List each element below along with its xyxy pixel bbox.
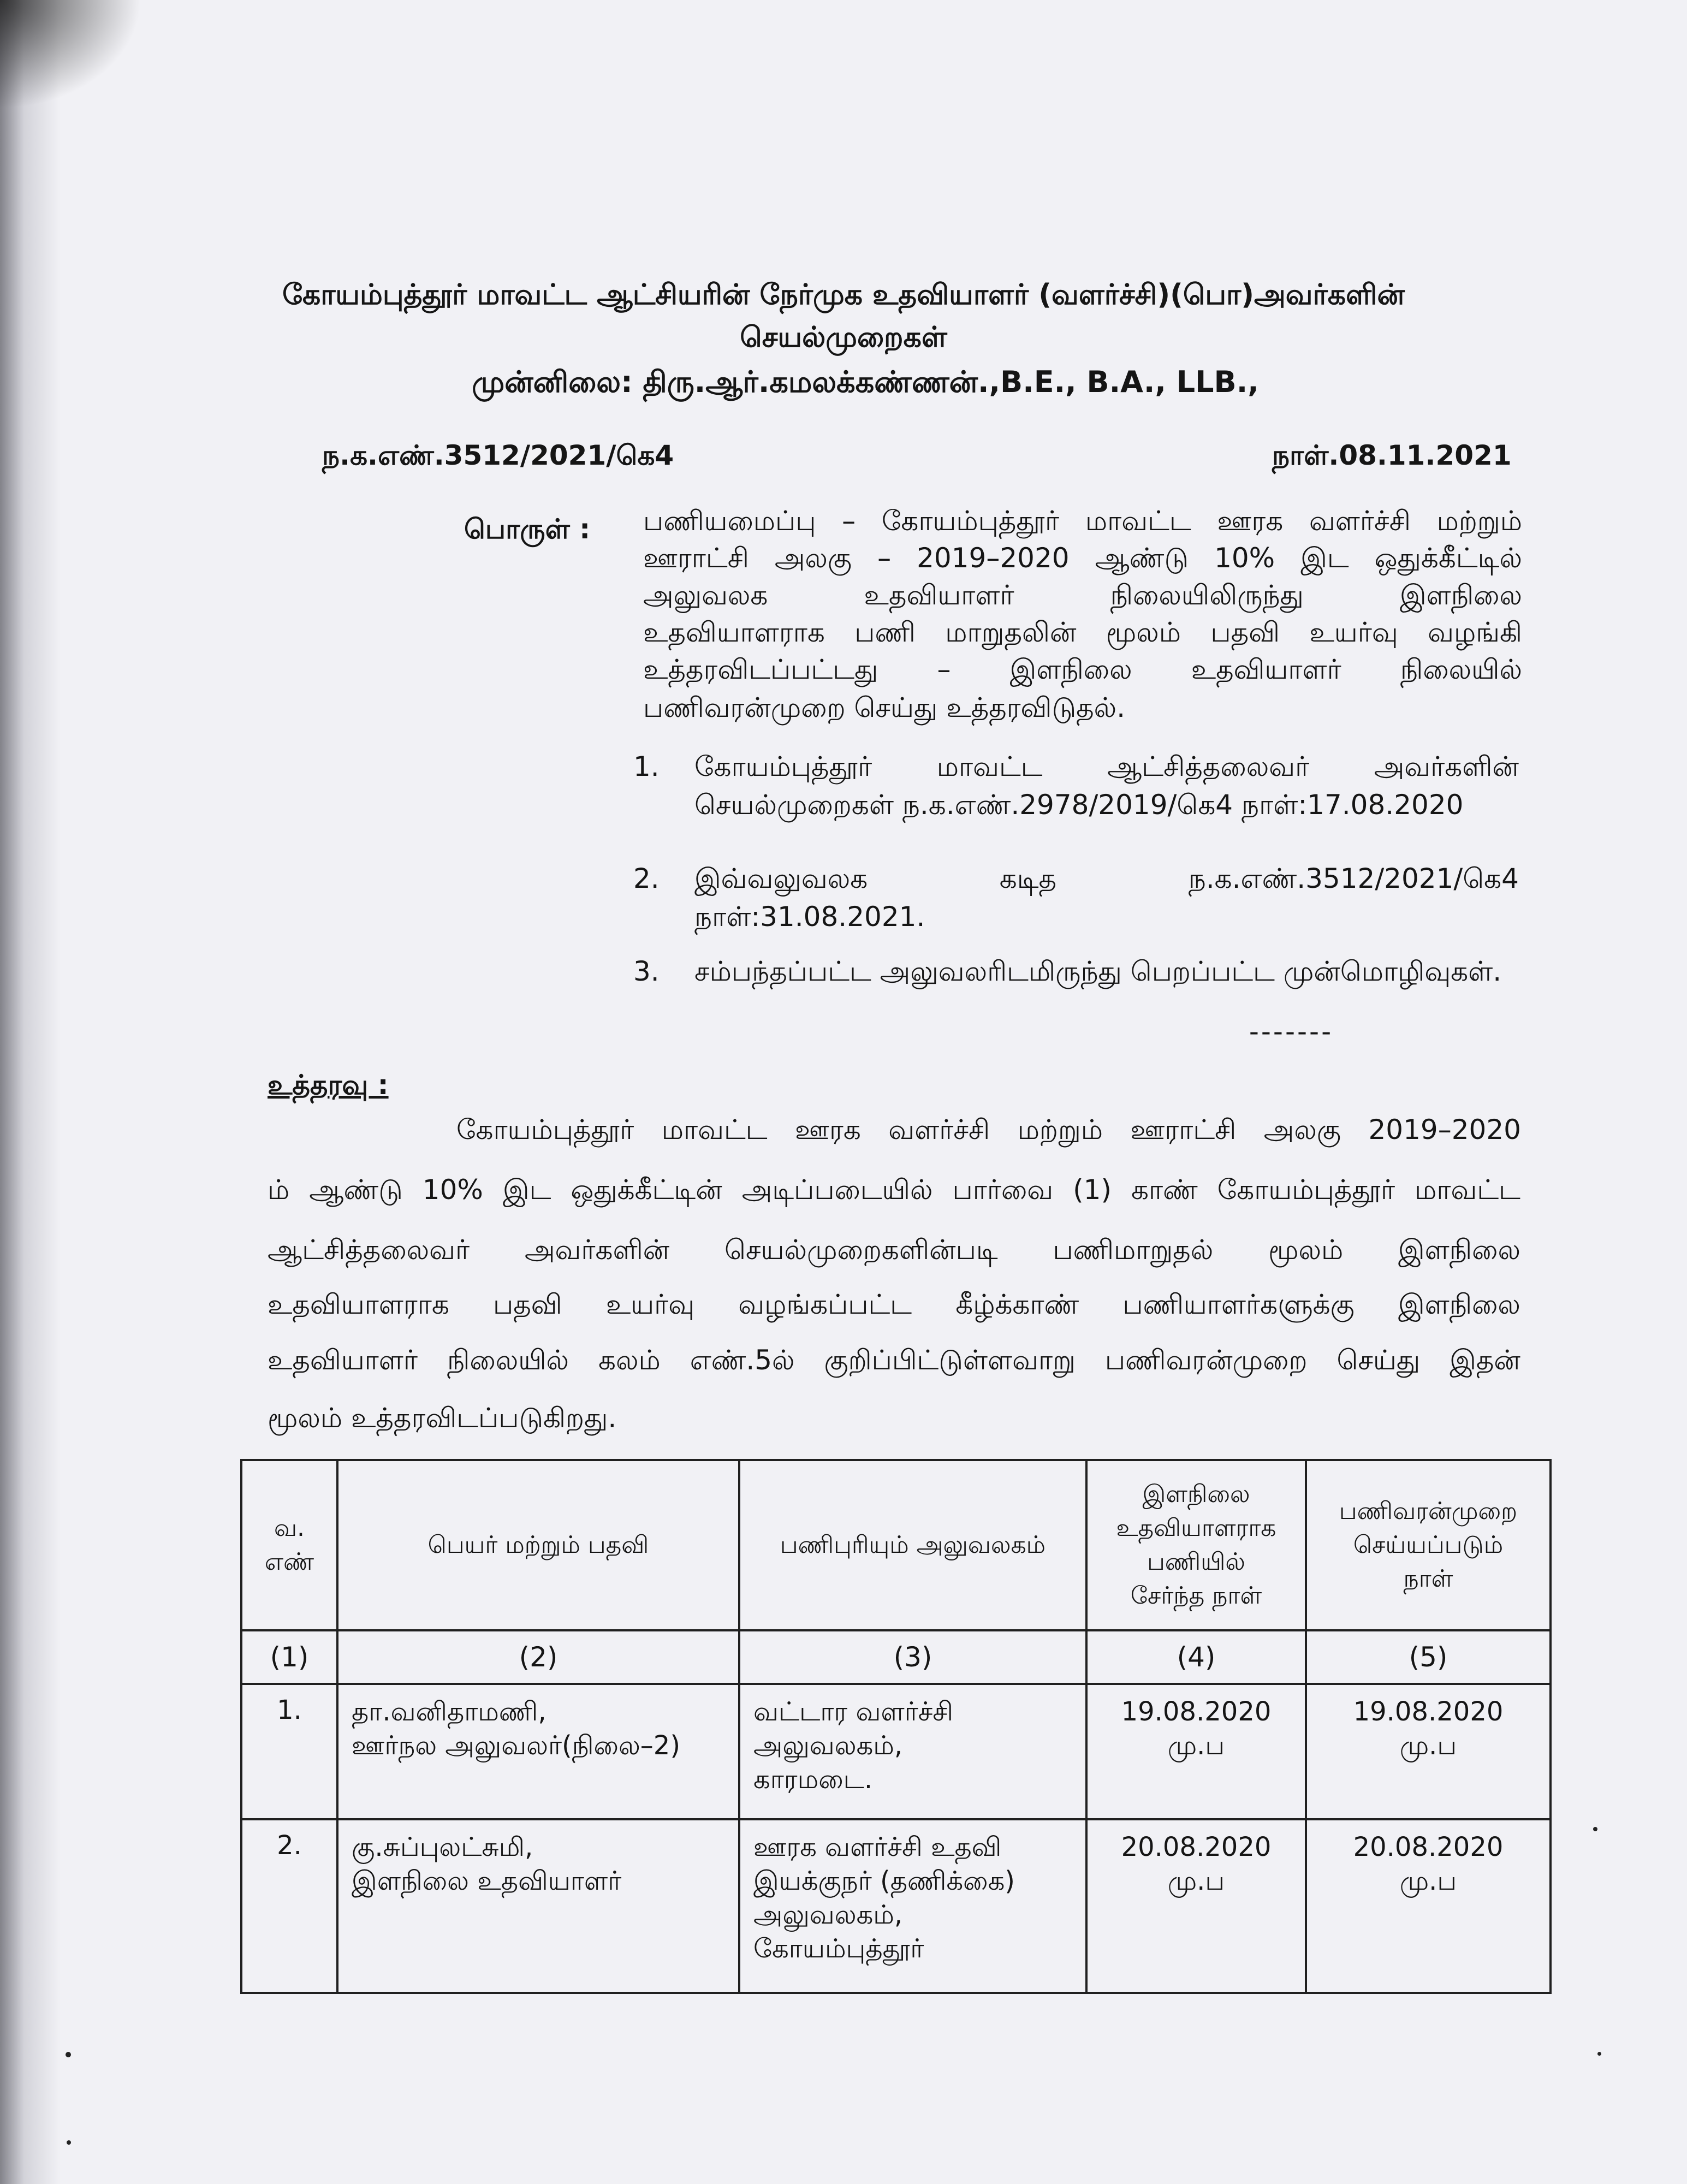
word: பார்வை bbox=[952, 1174, 1054, 1206]
header-title: கோயம்புத்தூர் மாவட்ட ஆட்சியரின் நேர்முக உதவியாளர் (வளர்ச்சி)(பொ)அவர்களின் bbox=[282, 278, 1405, 311]
word: அலகு bbox=[774, 542, 852, 574]
header-sno: வ. எண் bbox=[241, 1460, 337, 1630]
word: மூலம் உத்தரவிடப்படுகிறது. bbox=[268, 1402, 617, 1434]
reference-line: நாள்:31.08.2021. bbox=[694, 901, 925, 933]
word: செய்து bbox=[1336, 1344, 1421, 1376]
word: இளநிலை bbox=[1398, 1289, 1520, 1320]
word: – bbox=[842, 505, 856, 537]
word: நிலையிலிருந்து bbox=[1110, 579, 1304, 611]
row-regular-date: 19.08.2020 மு.ப bbox=[1306, 1684, 1551, 1819]
word: ஊரக bbox=[795, 1114, 861, 1146]
word: கடித bbox=[999, 863, 1057, 894]
word: கலம் bbox=[598, 1344, 661, 1376]
word: காண் bbox=[1131, 1174, 1198, 1206]
column-index: (1) bbox=[241, 1630, 337, 1684]
word: அவர்களின் bbox=[524, 1234, 670, 1266]
text-line bbox=[456, 1114, 1521, 1149]
word: பணிவரன்முறை செய்து உத்தரவிடுதல். bbox=[643, 692, 1126, 723]
word: மற்றும் bbox=[1436, 505, 1522, 537]
header-regularisation-date: பணிவரன்முறை செய்யப்படும் நாள் bbox=[1306, 1460, 1551, 1630]
table-row bbox=[241, 1684, 1551, 1819]
text-line bbox=[268, 1289, 1520, 1324]
word: ஆண்டு bbox=[1095, 542, 1189, 574]
word: சம்பந்தப்பட்ட அலுவலரிடமிருந்து பெறப்பட்ட முன்மொழிவுகள். bbox=[694, 956, 1502, 987]
word: – bbox=[937, 654, 951, 685]
table-row bbox=[241, 1819, 1551, 1993]
word: இளநிலை bbox=[1400, 579, 1522, 611]
file-number: ந.க.எண்.3512/2021/கெ4 bbox=[322, 440, 674, 471]
row-office: வட்டார வளர்ச்சி அலுவலகம், காரமடை. bbox=[739, 1684, 1086, 1819]
text-line bbox=[643, 539, 1522, 577]
word: கீழ்க்காண் bbox=[955, 1289, 1079, 1320]
word: வழங்கப்பட்ட bbox=[738, 1289, 912, 1320]
word: 10% bbox=[1214, 542, 1275, 574]
row-office: ஊரக வளர்ச்சி உதவி இயக்குநர் (தணிக்கை) அலுவலகம், கோயம்புத்தூர் bbox=[739, 1819, 1086, 1993]
word: இளநிலை bbox=[1009, 654, 1132, 685]
word: அடிப்படையில் bbox=[741, 1174, 933, 1206]
row-name: தா.வனிதாமணி, ஊர்நல அலுவலர்(நிலை–2) bbox=[337, 1684, 739, 1819]
word: ஒதுக்கீட்டின் bbox=[571, 1174, 722, 1206]
word: உதவியாளராக bbox=[643, 616, 825, 648]
word: இதன் bbox=[1450, 1344, 1520, 1376]
text-line bbox=[694, 751, 1519, 786]
word: அலுவலக bbox=[643, 579, 768, 611]
word: பணியமைப்பு bbox=[643, 505, 816, 537]
word: கோயம்புத்தூர் bbox=[456, 1114, 634, 1146]
word: 10% bbox=[422, 1174, 483, 1206]
word: ஒதுக்கீட்டில் bbox=[1374, 542, 1522, 574]
word: உத்தரவிடப்பட்டது bbox=[643, 654, 878, 685]
word: ம் bbox=[268, 1174, 290, 1206]
row-join-date: 19.08.2020 மு.ப bbox=[1086, 1684, 1306, 1819]
scan-speck bbox=[1593, 1827, 1597, 1831]
column-index-row bbox=[241, 1630, 1551, 1684]
word: பணிவரன்முறை bbox=[1104, 1344, 1308, 1376]
text-line bbox=[643, 577, 1522, 614]
text-line bbox=[694, 956, 1519, 991]
word: 2019–2020 bbox=[917, 542, 1070, 574]
text-line bbox=[643, 502, 1522, 539]
word: – bbox=[877, 542, 892, 574]
header-name: பெயர் மற்றும் பதவி bbox=[337, 1460, 739, 1630]
order-date: நாள்.08.11.2021 bbox=[1272, 440, 1512, 471]
row-sno: 2. bbox=[241, 1819, 337, 1993]
word: குறிப்பிட்டுள்ளவாறு bbox=[824, 1344, 1076, 1376]
word: மூலம் bbox=[1106, 616, 1181, 648]
word: ஊராட்சி bbox=[643, 542, 749, 574]
word: கோயம்புத்தூர் bbox=[694, 751, 872, 782]
text-line bbox=[694, 863, 1519, 898]
row-name: கு.சுப்புலட்சுமி, இளநிலை உதவியாளர் bbox=[337, 1819, 739, 1993]
text-line bbox=[268, 1402, 1520, 1438]
scan-speck bbox=[1597, 2052, 1601, 2056]
word: 2019–2020 bbox=[1368, 1114, 1521, 1146]
word: எண்.5ல் bbox=[690, 1344, 795, 1376]
header-office: பணிபுரியும் அலுவலகம் bbox=[739, 1460, 1086, 1630]
word: இட bbox=[502, 1174, 551, 1206]
word: உதவியாளர் bbox=[1191, 654, 1341, 685]
word: இளநிலை bbox=[1398, 1234, 1520, 1266]
row-sno: 1. bbox=[241, 1684, 337, 1819]
text-line bbox=[268, 1344, 1520, 1380]
text-line bbox=[643, 651, 1522, 688]
word: கோயம்புத்தூர் bbox=[881, 505, 1060, 537]
word: பணியாளர்களுக்கு bbox=[1122, 1289, 1355, 1320]
word: ஆட்சித்தலைவர் bbox=[1107, 751, 1310, 782]
word: உதவியாளராக bbox=[268, 1289, 449, 1320]
word: மூலம் bbox=[1268, 1234, 1344, 1266]
scan-speck bbox=[66, 2052, 71, 2057]
word: ந.க.எண்.3512/2021/கெ4 bbox=[1188, 863, 1519, 894]
text-line bbox=[643, 614, 1522, 651]
word: மாவட்ட bbox=[936, 751, 1043, 782]
word: உதவியாளர் bbox=[864, 579, 1014, 611]
header-subtitle: செயல்முறைகள் bbox=[740, 321, 947, 354]
word: மாவட்ட bbox=[1085, 505, 1191, 537]
word: மாவட்ட bbox=[1415, 1174, 1520, 1206]
order-heading: உத்தரவு : bbox=[268, 1069, 389, 1101]
presence-line: முன்னிலை: திரு.ஆர்.கமலக்கண்ணன்.,B.E., B.A., LLB., bbox=[472, 365, 1259, 399]
word: உயர்வு bbox=[1309, 616, 1398, 648]
reference-number: 1. bbox=[633, 751, 660, 782]
row-regular-date: 20.08.2020 மு.ப bbox=[1306, 1819, 1551, 1993]
word: நிலையில் bbox=[447, 1344, 569, 1376]
word: பணி bbox=[854, 616, 916, 648]
column-index: (3) bbox=[739, 1630, 1086, 1684]
separator: ------- bbox=[1249, 1016, 1334, 1047]
word: அலகு bbox=[1263, 1114, 1341, 1146]
column-index: (4) bbox=[1086, 1630, 1306, 1684]
word: ஆட்சித்தலைவர் bbox=[268, 1234, 470, 1266]
word: பதவி bbox=[493, 1289, 562, 1320]
header-join-date: இளநிலை உதவியாளராக பணியில் சேர்ந்த நாள் bbox=[1086, 1460, 1306, 1630]
column-index: (2) bbox=[337, 1630, 739, 1684]
text-line bbox=[268, 1234, 1520, 1269]
scan-corner-shadow bbox=[0, 0, 142, 109]
column-index: (5) bbox=[1306, 1630, 1551, 1684]
reference-number: 3. bbox=[633, 956, 660, 987]
word: ஊராட்சி bbox=[1130, 1114, 1237, 1146]
word: இட bbox=[1300, 542, 1349, 574]
row-join-date: 20.08.2020 மு.ப bbox=[1086, 1819, 1306, 1993]
word: ஊரக bbox=[1217, 505, 1284, 537]
staff-table bbox=[240, 1459, 1552, 1994]
word: வளர்ச்சி bbox=[1309, 505, 1411, 537]
subject-label: பொருள் : bbox=[464, 513, 591, 545]
text-line bbox=[268, 1174, 1520, 1209]
word: செயல்முறைகளின்படி bbox=[724, 1234, 998, 1266]
word: மாவட்ட bbox=[661, 1114, 768, 1146]
word: பணிமாறுதல் bbox=[1053, 1234, 1214, 1266]
word: ஆண்டு bbox=[309, 1174, 403, 1206]
word: பதவி bbox=[1210, 616, 1280, 648]
word: வழங்கி bbox=[1428, 616, 1522, 648]
word: இவ்வலுவலக bbox=[694, 863, 868, 894]
word: நிலையில் bbox=[1400, 654, 1522, 685]
scan-speck bbox=[67, 2140, 71, 2145]
text-line bbox=[643, 689, 1522, 726]
word: அவர்களின் bbox=[1374, 751, 1519, 782]
word: மற்றும் bbox=[1017, 1114, 1103, 1146]
word: மாறுதலின் bbox=[945, 616, 1077, 648]
word: வளர்ச்சி bbox=[888, 1114, 990, 1146]
table-header-row bbox=[241, 1460, 1551, 1630]
reference-number: 2. bbox=[633, 863, 660, 894]
reference-line: செயல்முறைகள் ந.க.எண்.2978/2019/கெ4 நாள்:17.08.2020 bbox=[694, 789, 1464, 821]
word: கோயம்புத்தூர் bbox=[1217, 1174, 1395, 1206]
word: உயர்வு bbox=[605, 1289, 695, 1320]
word: உதவியாளர் bbox=[268, 1344, 418, 1376]
word: (1) bbox=[1073, 1174, 1112, 1206]
